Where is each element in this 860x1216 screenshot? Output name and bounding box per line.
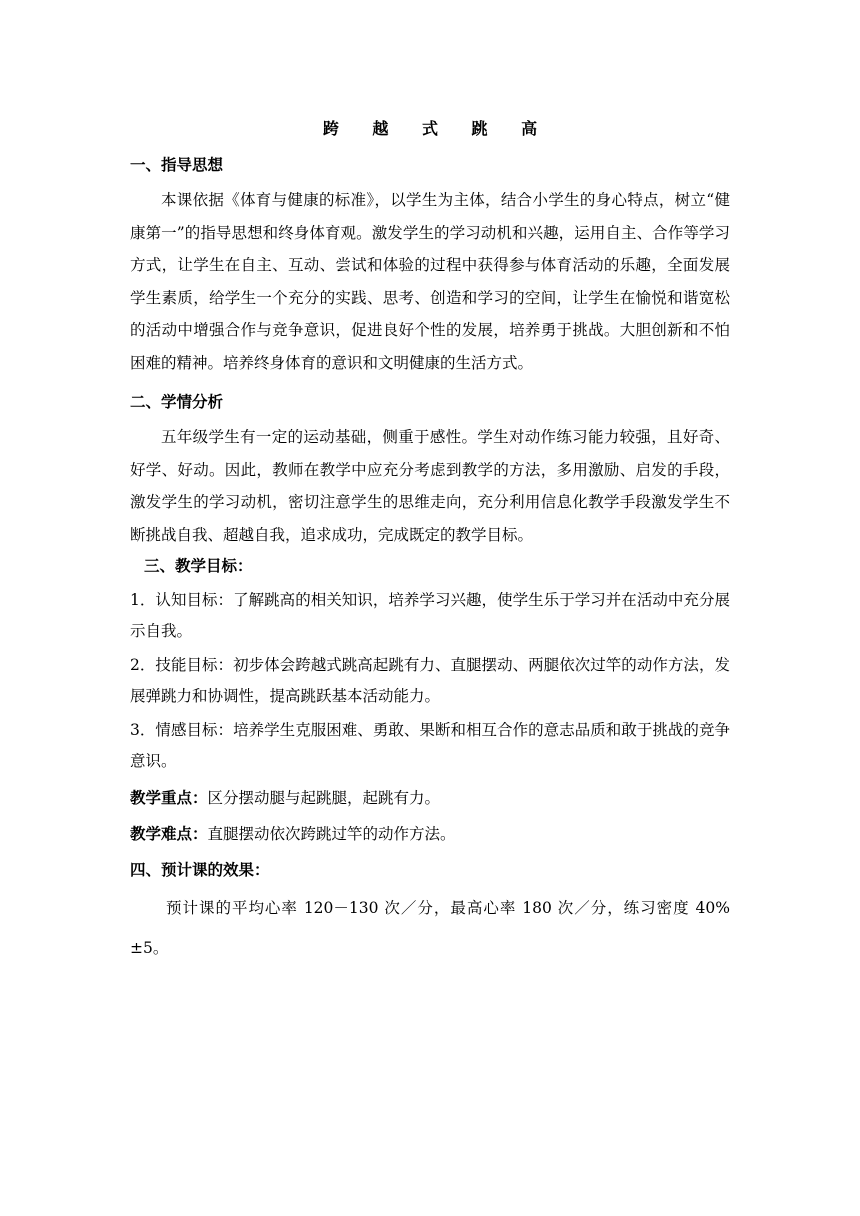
teaching-difficulty — [130, 816, 730, 852]
section-heading-student-analysis: 二、学情分析 — [130, 393, 224, 411]
goal-item-emotional: 3．情感目标：培养学生克服困难、勇敢、果断和相互合作的意志品质和敢于挑战的竞争意识。 — [130, 721, 730, 770]
student-analysis-paragraph: 五年级学生有一定的运动基础，侧重于感性。学生对动作练习能力较强，且好奇、好学、好动。因此，教师在教学中应充分考虑到教学的方法，多用激励、启发的手段，激发学生的学习动机，密切注意学生的思维走向，充分利用信息化教学手段激发学生不断挑战自我、超越自我，追求成功，完成既定的教学目标。 — [130, 428, 730, 544]
teaching-key-point — [130, 780, 730, 816]
goal-item-cognitive: 1．认知目标：了解跳高的相关知识，培养学习兴趣，使学生乐于学习并在活动中充分展示自我。 — [130, 591, 730, 640]
section-heading-expected-effect: 四、预计课的效果： — [130, 861, 270, 879]
document-page — [130, 112, 730, 968]
document-title: 跨 越 式 跳 高 — [322, 119, 552, 138]
goal-item-skill: 2．技能目标：初步体会跨越式跳高起跳有力、直腿摆动、两腿依次过竿的动作方法，发展弹跳力和协调性，提高跳跃基本活动能力。 — [130, 656, 730, 705]
section-heading-teaching-goals: 三、教学目标： — [144, 557, 253, 575]
difficulty-text: 直腿摆动依次跨跳过竿的动作方法。 — [207, 825, 456, 843]
difficulty-label: 教学难点： — [130, 825, 208, 843]
key-point-label: 教学重点： — [130, 789, 208, 807]
key-point-text: 区分摆动腿与起跳腿，起跳有力。 — [207, 789, 441, 807]
guiding-ideology-paragraph: 本课依据《体育与健康的标准》，以学生为主体，结合小学生的身心特点，树立“健康第一”的指导思想和终身体育观。激发学生的学习动机和兴趣，运用自主、合作等学习方式，让学生在自主、互动、尝试和体验的过程中获得参与体育活动的乐趣，全面发展学生素质，给学生一个充分的实践、思考、创造和学习的空间，让学生在愉悦和谐宽松的活动中增强合作与竞争意识，促进良好个性的发展，培养勇于挑战。大胆创新和不怕困难的精神。培养终身体育的意识和文明健康的生活方式。 — [130, 191, 730, 372]
section-heading-guiding-ideology: 一、指导思想 — [130, 156, 224, 174]
expected-effect-paragraph: 预计课的平均心率 120－130 次／分，最高心率 180 次／分，练习密度 40%±5。 — [130, 899, 730, 957]
